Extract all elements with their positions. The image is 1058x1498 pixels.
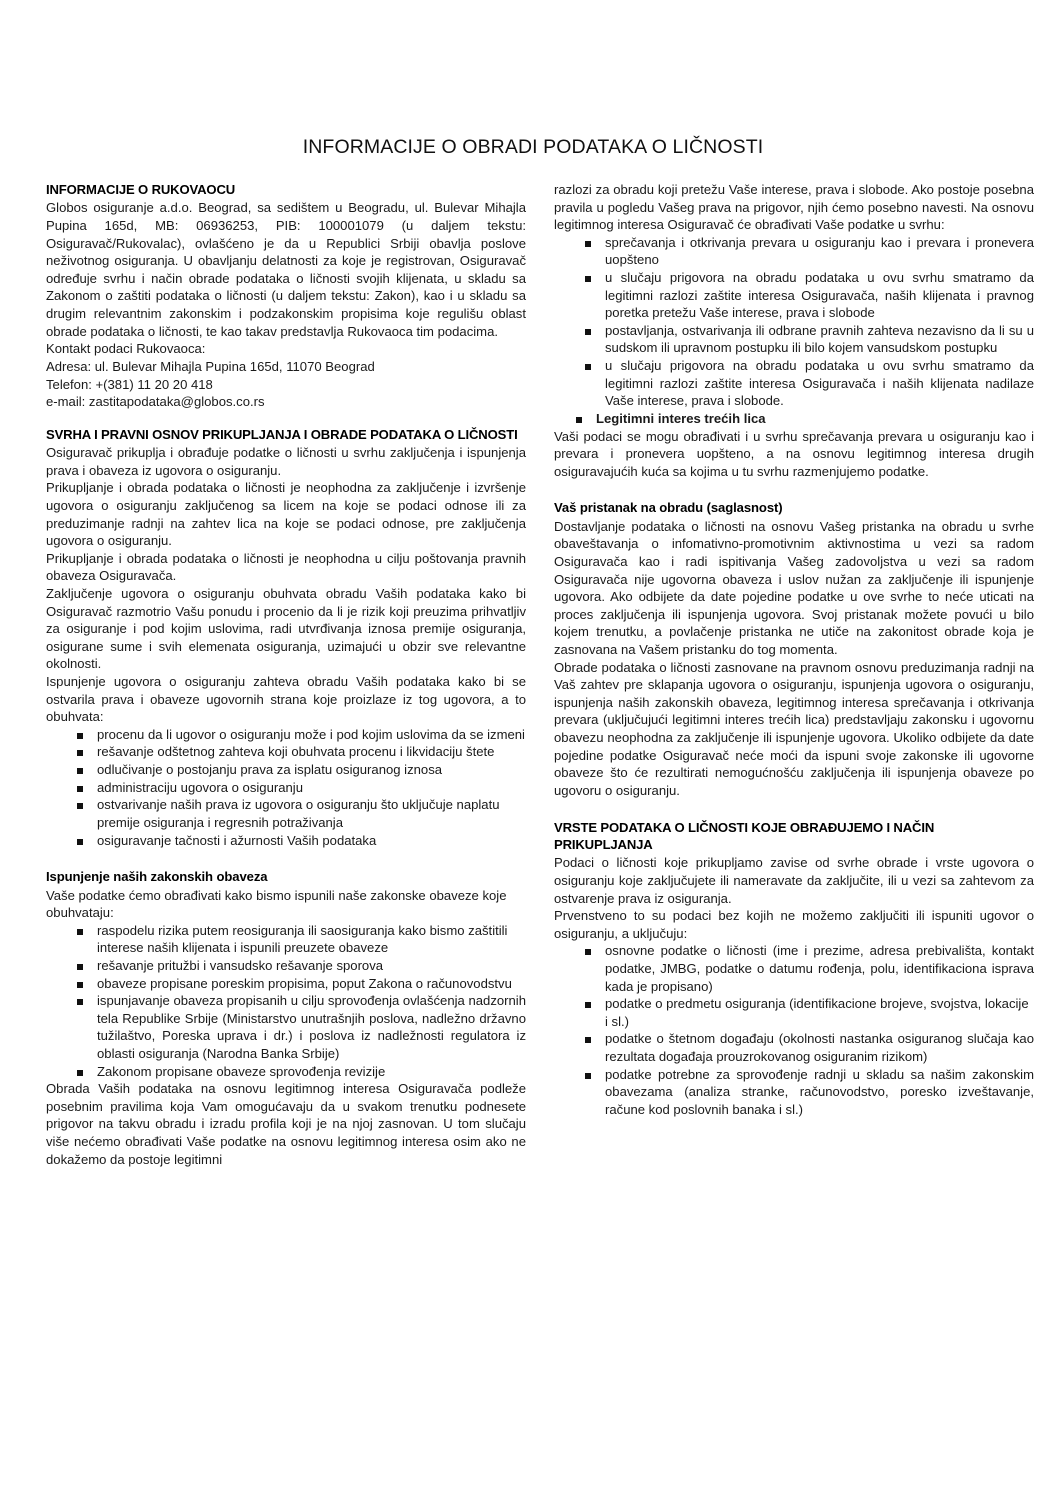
heading-informacije-o-rukovaocu: INFORMACIJE O RUKOVAOCU <box>46 182 236 197</box>
contact-phone: Telefon: +(381) 11 20 20 418 <box>46 376 213 392</box>
heading-svrha-i-pravni-osnov: SVRHA I PRAVNI OSNOV PRIKUPLJANJA I OBRADE PODATAKA O LIČNOSTI <box>46 426 518 442</box>
spacer <box>46 849 526 868</box>
left-column <box>46 181 526 1168</box>
list-item: administraciju ugovora o osiguranju <box>77 779 526 797</box>
paragraph-data-types-1: Podaci o ličnosti koje prikupljamo zavise od svrhe obrade i vrste ugovora o osiguranju koje zaključujete ili nameravate da zaključite, ili u vezi sa zahtevom za ostvarenje prava iz osiguranja. <box>554 855 1034 906</box>
heading-ispunjenje-zakonskih-obaveza: Ispunjenje naših zakonskih obaveza <box>46 869 268 885</box>
paragraph-purpose-1: Osiguravač prikuplja i obrađuje podatke o ličnosti u svrhu zaključenja i ispunjenja prava i obaveza iz ugovora o osiguranju. <box>46 445 526 478</box>
list-item: osiguravanje tačnosti i ažurnosti Vaših podataka <box>77 832 526 850</box>
heading-vrste-podataka: VRSTE PODATAKA O LIČNOSTI KOJE OBRAĐUJEMO I NAČIN PRIKUPLJANJA <box>554 819 935 852</box>
paragraph-third-party-interest: Vaši podaci se mogu obrađivati i u svrhu sprečavanja prevara u osiguranju kao i prevara i pronevera uopšteno, a na osnovu legitimnog interesa drugih osiguravajućih kuća sa kojima u tu svrhu razmenjujemo podatke. <box>554 428 1034 479</box>
list-item: sprečavanja i otkrivanja prevara u osiguranju kao i prevara i pronevera uopšteno <box>585 234 1034 269</box>
list-item: u slučaju prigovora na obradu podataka u ovu svrhu smatramo da legitimni razlozi zaštite interesa Osiguravača i naših klijenata nadilaze Vaše interese, prava i slobode. <box>585 357 1034 410</box>
paragraph-purpose-4: Zaključenje ugovora o osiguranju obuhvata obradu Vaših podataka kako bi Osiguravač razmotrio Vašu ponudu i procenio da li je rizik koji preuzima prihvatljiv za osiguranje i pod kojim uslovima, radi utvrđivanja iznosa premije osiguranja, osigurane sume i svih elemenata osiguranja, uzimajući u obzir sve relevantne okolnosti. <box>46 586 526 672</box>
list-item: procenu da li ugovor o osiguranju može i pod kojim uslovima da se izmeni <box>77 726 526 744</box>
list-item: rešavanje pritužbi i vansudsko rešavanje sporova <box>77 957 526 975</box>
list-item: Zakonom propisane obaveze sprovođenja revizije <box>77 1063 526 1081</box>
contact-email: e-mail: zastitapodataka@globos.co.rs <box>46 394 265 410</box>
spacer <box>554 480 1034 499</box>
list-item: rešavanje odštetnog zahteva koji obuhvata procenu i likvidaciju štete <box>77 743 526 761</box>
list-data-categories <box>554 942 1034 1118</box>
list-item: postavljanja, ostvarivanja ili odbrane pravnih zahteva nezavisno da li su u sudskom ili upravnom postupku ili bilo kojem vansudskom postupku <box>585 322 1034 357</box>
paragraph-purpose-3: Prikupljanje i obrada podataka o ličnosti je neophodna u cilju poštovanja pravnih obaveza Osiguravača. <box>46 550 526 584</box>
paragraph-consent-1: Dostavljanje podataka o ličnosti na osnovu Vašeg pristanka na obradu u svrhe obaveštavanja o infomativno-promotivnim aktivnostima u vezi sa radom Osiguravača kao i radi ispitivanja Vašeg zadovoljstva u vezi sa radom Osiguravača nije ugovorna obaveza i uslov nužan za zaključenje ili ispunjenje ugovora. Ako odbijete da date pojedine podatke u ove svrhe to neće uticati na proces zaključenja ili ispunjenja ugovora. Svoj pristanak možete povući u bilo kojem trenutku, a povlačenje pristanka ne utiče na zakonitost obrade koja je zasnovana na Vašem pristanku do tog momenta. <box>554 518 1034 658</box>
two-column-body <box>46 181 1034 1168</box>
list-legitimate-interest-purposes <box>554 234 1034 428</box>
list-item: raspodelu rizika putem reosiguranja ili saosiguranja kako bismo zaštitili interese naših klijenata i ispunili preuzete obaveze <box>77 922 526 957</box>
list-item: ostvarivanje naših prava iz ugovora o osiguranju što uključuje naplatu premije osiguranja i regresnih potraživanja <box>77 796 526 831</box>
page-title: INFORMACIJE O OBRADI PODATAKA O LIČNOSTI <box>302 136 764 158</box>
list-item: podatke o predmetu osiguranja (identifikacione brojeve, svojstva, lokacije i sl.) <box>585 995 1034 1030</box>
paragraph-continuation-1: razlozi za obradu koji pretežu Vaše interese, prava i slobode. Ako postoje posebna pravila u pogledu Vašeg prava na prigovor, njih ćemo posebno navesti. Na osnovu legitimnog interesa Osiguravač će obrađivati Vaše podatke u svrhu: <box>554 182 1034 233</box>
paragraph-legitimate-interest-closing: Obrada Vaših podataka na osnovu legitimnog interesa Osiguravača podleže posebnim pravilima koja Vam omogućavaju da u svakom trenutku podnesete prigovor na takvu obradu i izradu profila koji je na njoj zasnovan. U tom slučaju više nećemo obrađivati Vaše podatke na osnovu legitimnog interesa osim ako ne dokažemo da postoje legitimni <box>46 1081 526 1167</box>
contact-address: Adresa: ul. Bulevar Mihajla Pupina 165d, 11070 Beograd <box>46 358 375 374</box>
paragraph-controller-intro: Globos osiguranje a.d.o. Beograd, sa sedištem u Beogradu, ul. Bulevar Mihajla Pupina 165d, MB: 06936253, PIB: 100001079 (u daljem tekstu: Osiguravač/Rukovalac), ovlašćeno je da u Republici Srbiji obavlja poslove neživotnog osiguranja. U obavljanju delatnosti za koje je registrovan, Osiguravač određuje svrhu i način obrade podataka o ličnosti svojih klijenata, u skladu sa Zakonom o zaštiti podataka o ličnosti (u daljem tekstu: Zakon), kao i u skladu sa drugim relevantnim zakonskim i podzakonskim propisima koje regulišu oblast obrade podataka o ličnosti, te kao takav predstavlja Rukovaoca tim podacima. <box>46 200 526 339</box>
list-item: podatke o štetnom događaju (okolnosti nastanka osiguranog slučaja kao rezultata događaja prouzrokovanog osiguranim rizikom) <box>585 1030 1034 1065</box>
spacer <box>46 411 526 426</box>
paragraph-data-types-2: Prvenstveno to su podaci bez kojih ne možemo zaključiti ili ispuniti ugovor o osiguranju, a uključuju: <box>554 908 1034 941</box>
list-item: obaveze propisane poreskim propisima, poput Zakona o računovodstvu <box>77 975 526 993</box>
spacer <box>554 800 1034 819</box>
list-item: ispunjavanje obaveza propisanih u cilju sprovođenja ovlašćenja nadzornih tela Republike Srbije (Ministarstvo unutrašnjih poslova, nadležno državno tužilaštvo, Poreska uprava i dr.) i poslova iz nadležnosti regulatora iz oblasti osiguranja (Narodna Banka Srbije) <box>77 992 526 1062</box>
list-item: podatke potrebne za sprovođenje radnji u skladu sa našim zakonskim obavezama (analiza stranke, računovodstvo, poresko izveštavanje, račune kod poslovnih banaka i sl.) <box>585 1066 1034 1119</box>
paragraph-purpose-2: Prikupljanje i obrada podataka o ličnosti je neophodna za zaključenje i izvršenje ugovora o osiguranju zaključenog sa licem na koje se podaci odnose ili za preduzimanje radnji na zahtev lica na koje se podaci odnose, pre zaključenja ugovora o osiguranju. <box>46 480 526 549</box>
list-item: osnovne podatke o ličnosti (ime i prezime, adresa prebivališta, kontakt podatke, JMBG, podatke o datumu rođenja, polu, identifikaciona isprava kada je propisano) <box>585 942 1034 995</box>
list-item: u slučaju prigovora na obradu podataka u ovu svrhu smatramo da legitimni razlozi zaštite interesa Osiguravača, naših klijenata i pravnog poretka pretežu Vaše interese, prava i slobode <box>585 269 1034 322</box>
paragraph-purpose-5: Ispunjenje ugovora o osiguranju zahteva obradu Vaših podataka kako bi se ostvarila prava i obaveze ugovornih strana koje proizlaze iz tog ugovora, a to obuhvata: <box>46 674 526 725</box>
list-contract-fulfilment <box>46 726 526 849</box>
heading-vas-pristanak-na-obradu: Vaš pristanak na obradu (saglasnost) <box>554 500 783 516</box>
list-legal-obligations <box>46 922 526 1080</box>
list-item-legitimni-interes-trecih-lica: Legitimni interes trećih lica <box>576 410 1034 428</box>
paragraph-consent-2: Obrade podataka o ličnosti zasnovane na pravnom osnovu preduzimanja radnji na Vaš zahtev pre sklapanja ugovora o osiguranju, ispunjenja ugovora o osiguranju, ispunjenja naših zakonskih obaveza, legitimnog interesa sprečavanja i otkrivanja prevara (uključujući legitimni interes trećih lica) predstavljaju zakonsku i ugovornu obavezu neophodna za zaključenje ili ispunjenje ugovora. Ukoliko odbijete da date pojedine podatke Osiguravač neće moći da ispuni svoje zakonske ili ugovorne obaveze što će rezultirati nemogućnošću zaključenja ili ispunjenja obaveze po ugovoru o osiguranju. <box>554 659 1034 798</box>
paragraph-legal-intro: Vaše podatke ćemo obrađivati kako bismo ispunili naše zakonske obaveze koje obuhvataju: <box>46 887 507 921</box>
list-item: odlučivanje o postojanju prava za isplatu osiguranog iznosa <box>77 761 526 779</box>
label-contact-details: Kontakt podaci Rukovaoca: <box>46 341 206 357</box>
right-column <box>554 181 1034 1118</box>
